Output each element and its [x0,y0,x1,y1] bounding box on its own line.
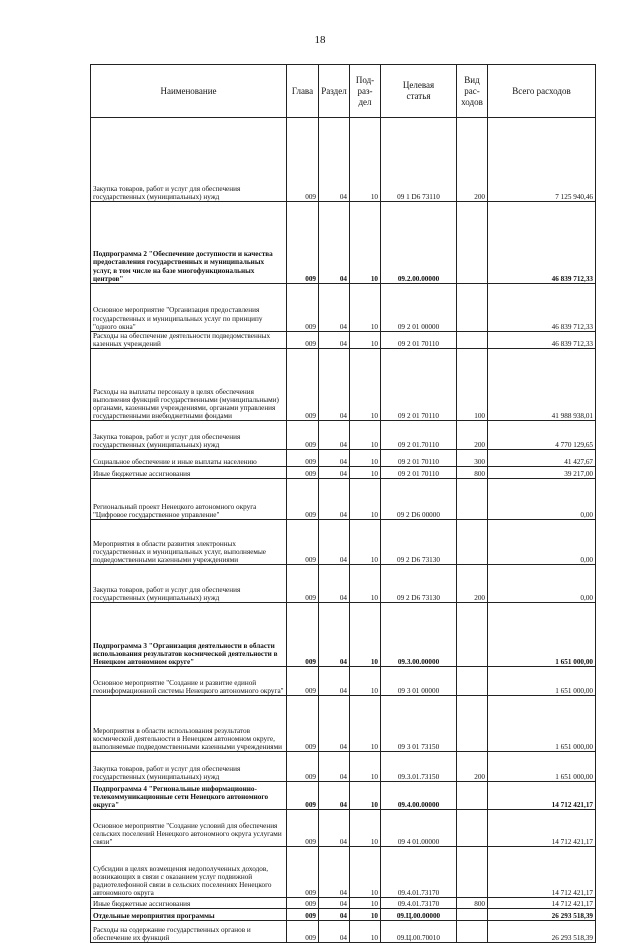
row-podrazdel-cell: 10 [350,421,381,450]
row-vid-cell: 200 [457,752,488,782]
table-row [91,847,596,898]
row-vid-cell: 100 [457,349,488,421]
col-vid-header: Вид рас- ходов [457,65,488,118]
row-vid-cell: 200 [457,565,488,603]
row-total-cell: 26 293 518,39 [488,909,596,921]
row-target-cell: 09 2 01 70110 [381,332,457,349]
row-razdel-cell: 04 [319,696,350,752]
row-glava-cell: 009 [287,847,319,898]
row-vid-cell: 800 [457,898,488,909]
row-total-cell: 1 651 000,00 [488,667,596,696]
table-row [91,603,596,667]
row-podrazdel-cell: 10 [350,467,381,479]
row-glava-cell: 009 [287,921,319,943]
row-glava-cell: 009 [287,752,319,782]
row-podrazdel-cell: 10 [350,752,381,782]
row-target-cell: 09 2 D6 73130 [381,565,457,603]
row-vid-cell [457,284,488,332]
row-podrazdel-cell: 10 [350,921,381,943]
row-podrazdel-cell: 10 [350,118,381,202]
row-total-cell: 46 839 712,33 [488,332,596,349]
row-vid-cell [457,479,488,520]
row-glava-cell: 009 [287,565,319,603]
row-name-cell: Закупка товаров, работ и услуг для обеспечения государственных (муниципальных) нужд [91,421,287,450]
row-razdel-cell: 04 [319,421,350,450]
row-vid-cell: 300 [457,450,488,467]
col-name-header: Наименование [91,65,287,118]
row-total-cell: 14 712 421,17 [488,810,596,847]
table-row [91,520,596,565]
row-razdel-cell: 04 [319,810,350,847]
row-podrazdel-cell: 10 [350,450,381,467]
row-name-cell: Мероприятия в области использования результатов космической деятельности в Ненецком автономном округе, выполняемые подведомственными казенными учреждениями [91,696,287,752]
row-vid-cell [457,202,488,284]
row-vid-cell [457,520,488,565]
row-podrazdel-cell: 10 [350,349,381,421]
row-podrazdel-cell: 10 [350,847,381,898]
table-row [91,782,596,810]
row-vid-cell [457,847,488,898]
row-name-cell: Социальное обеспечение и иные выплаты населению [91,450,287,467]
row-vid-cell: 200 [457,421,488,450]
row-target-cell: 09 4 01.00000 [381,810,457,847]
table-header [91,65,596,118]
row-total-cell: 1 651 000,00 [488,752,596,782]
row-podrazdel-cell: 10 [350,810,381,847]
col-podrazdel-header: Под- раз- дел [350,65,381,118]
row-name-cell: Подпрограмма 3 "Организация деятельности в области использования результатов космической деятельности в Ненецком автономном округе" [91,603,287,667]
row-name-cell: Закупка товаров, работ и услуг для обеспечения государственных (муниципальных) нужд [91,118,287,202]
row-vid-cell [457,696,488,752]
table-row [91,421,596,450]
row-total-cell: 4 770 129,65 [488,421,596,450]
row-glava-cell: 009 [287,810,319,847]
row-glava-cell: 009 [287,603,319,667]
row-total-cell: 0,00 [488,520,596,565]
table-row [91,667,596,696]
row-razdel-cell: 04 [319,332,350,349]
row-name-cell: Мероприятия в области развития электронных государственных и муниципальных услуг, выполняемые подведомственными казенными учреждениями [91,520,287,565]
row-glava-cell: 009 [287,898,319,909]
row-podrazdel-cell: 10 [350,696,381,752]
row-name-cell: Расходы на выплаты персоналу в целях обеспечения выполнения функций государственными (муниципальными) органами, казенными учреждениями, органами управления государственными внебюджетными фондами [91,349,287,421]
table-row [91,752,596,782]
row-target-cell: 09 2 D6 00000 [381,479,457,520]
row-name-cell: Иные бюджетные ассигнования [91,898,287,909]
row-glava-cell: 009 [287,202,319,284]
row-name-cell: Региональный проект Ненецкого автономного округа "Цифровое государственное управление" [91,479,287,520]
row-razdel-cell: 04 [319,898,350,909]
row-name-cell: Отдельные мероприятия программы [91,909,287,921]
row-total-cell: 26 293 518,39 [488,921,596,943]
row-glava-cell: 009 [287,118,319,202]
row-total-cell: 14 712 421,17 [488,847,596,898]
table-row [91,898,596,909]
row-target-cell: 09 2 01.70110 [381,421,457,450]
row-razdel-cell: 04 [319,450,350,467]
row-vid-cell [457,667,488,696]
table-row [91,921,596,943]
row-glava-cell: 009 [287,782,319,810]
row-podrazdel-cell: 10 [350,565,381,603]
row-vid-cell [457,332,488,349]
row-podrazdel-cell: 10 [350,479,381,520]
row-name-cell: Основное мероприятие "Создание и развитие единой геоинформационной системы Ненецкого автономного округа" [91,667,287,696]
table-row [91,479,596,520]
row-name-cell: Закупка товаров, работ и услуг для обеспечения государственных (муниципальных) нужд [91,565,287,603]
row-total-cell: 7 125 940,46 [488,118,596,202]
row-podrazdel-cell: 10 [350,909,381,921]
row-target-cell: 09 2 01 70110 [381,349,457,421]
row-target-cell: 09 2 D6 73130 [381,520,457,565]
row-vid-cell: 800 [457,467,488,479]
row-razdel-cell: 04 [319,479,350,520]
row-total-cell: 41 427,67 [488,450,596,467]
table-row [91,565,596,603]
row-name-cell: Закупка товаров, работ и услуг для обеспечения государственных (муниципальных) нужд [91,752,287,782]
row-name-cell: Подпрограмма 4 "Региональные информационно-телекоммуникационные сети Ненецкого автономного округа" [91,782,287,810]
row-podrazdel-cell: 10 [350,202,381,284]
col-glava-header: Глава [287,65,319,118]
row-razdel-cell: 04 [319,752,350,782]
row-target-cell: 09.2.00.00000 [381,202,457,284]
row-total-cell: 14 712 421,17 [488,898,596,909]
row-razdel-cell: 04 [319,202,350,284]
col-total-header: Всего расходов [488,65,596,118]
row-razdel-cell: 04 [319,782,350,810]
row-target-cell: 09 2 01 00000 [381,284,457,332]
row-vid-cell [457,603,488,667]
table-row [91,284,596,332]
table-row [91,467,596,479]
row-podrazdel-cell: 10 [350,520,381,565]
row-glava-cell: 009 [287,332,319,349]
row-name-cell: Субсидии в целях возмещения недополученных доходов, возникающих в связи с оказанием услуг подвижной радиотелефонной связи в сельских поселениях Ненецкого автономного округа [91,847,287,898]
row-glava-cell: 009 [287,520,319,565]
row-razdel-cell: 04 [319,847,350,898]
table-row [91,118,596,202]
row-glava-cell: 009 [287,450,319,467]
row-podrazdel-cell: 10 [350,898,381,909]
row-razdel-cell: 04 [319,520,350,565]
row-target-cell: 09.Ц.00.70010 [381,921,457,943]
row-target-cell: 09.3.01.73150 [381,752,457,782]
col-razdel-header: Раздел [319,65,350,118]
row-glava-cell: 009 [287,284,319,332]
row-total-cell: 0,00 [488,479,596,520]
row-glava-cell: 009 [287,349,319,421]
table-row [91,332,596,349]
row-vid-cell [457,782,488,810]
row-target-cell: 09 3 01 00000 [381,667,457,696]
row-total-cell: 41 988 938,01 [488,349,596,421]
row-podrazdel-cell: 10 [350,332,381,349]
row-total-cell: 46 839 712,33 [488,284,596,332]
col-target-header: Целевая статья [381,65,457,118]
row-target-cell: 09 1 D6 73110 [381,118,457,202]
row-target-cell: 09.4.01.73170 [381,898,457,909]
row-target-cell: 09.4.01.73170 [381,847,457,898]
row-vid-cell [457,921,488,943]
row-target-cell: 09 2 01 70110 [381,467,457,479]
row-target-cell: 09 2 01 70110 [381,450,457,467]
row-glava-cell: 009 [287,479,319,520]
table-row [91,909,596,921]
table-row [91,349,596,421]
row-glava-cell: 009 [287,467,319,479]
row-razdel-cell: 04 [319,349,350,421]
table-row [91,696,596,752]
row-razdel-cell: 04 [319,603,350,667]
row-glava-cell: 009 [287,667,319,696]
row-name-cell: Основное мероприятие "Создание условий для обеспечения сельских поселений Ненецкого автономного округа услугами связи" [91,810,287,847]
row-total-cell: 39 217,00 [488,467,596,479]
row-name-cell: Иные бюджетные ассигнования [91,467,287,479]
row-razdel-cell: 04 [319,565,350,603]
table-row [91,202,596,284]
row-razdel-cell: 04 [319,467,350,479]
table-row [91,450,596,467]
row-target-cell: 09 3 01 73150 [381,696,457,752]
row-name-cell: Расходы на обеспечение деятельности подведомственных казенных учреждений [91,332,287,349]
row-podrazdel-cell: 10 [350,284,381,332]
row-total-cell: 0,00 [488,565,596,603]
budget-table [90,64,596,943]
row-razdel-cell: 04 [319,909,350,921]
row-razdel-cell: 04 [319,118,350,202]
row-vid-cell: 200 [457,118,488,202]
row-target-cell: 09.Ц.00.00000 [381,909,457,921]
row-razdel-cell: 04 [319,921,350,943]
table-row [91,810,596,847]
row-name-cell: Расходы на содержание государственных органов и обеспечение их функций [91,921,287,943]
row-razdel-cell: 04 [319,667,350,696]
row-podrazdel-cell: 10 [350,782,381,810]
row-target-cell: 09.4.00.00000 [381,782,457,810]
row-name-cell: Подпрограмма 2 "Обеспечение доступности и качества предоставления государственных и муниципальных услуг, в том числе на базе многофункциональных центров" [91,202,287,284]
row-glava-cell: 009 [287,909,319,921]
row-total-cell: 46 839 712,33 [488,202,596,284]
page-number: 18 [314,34,326,46]
row-vid-cell [457,909,488,921]
row-target-cell: 09.3.00.00000 [381,603,457,667]
row-vid-cell [457,810,488,847]
row-total-cell: 1 651 000,00 [488,603,596,667]
row-total-cell: 1 651 000,00 [488,696,596,752]
row-podrazdel-cell: 10 [350,667,381,696]
row-total-cell: 14 712 421,17 [488,782,596,810]
row-name-cell: Основное мероприятие "Организация предоставления государственных и муниципальных услуг по принципу "одного окна" [91,284,287,332]
row-glava-cell: 009 [287,696,319,752]
row-glava-cell: 009 [287,421,319,450]
row-podrazdel-cell: 10 [350,603,381,667]
row-razdel-cell: 04 [319,284,350,332]
